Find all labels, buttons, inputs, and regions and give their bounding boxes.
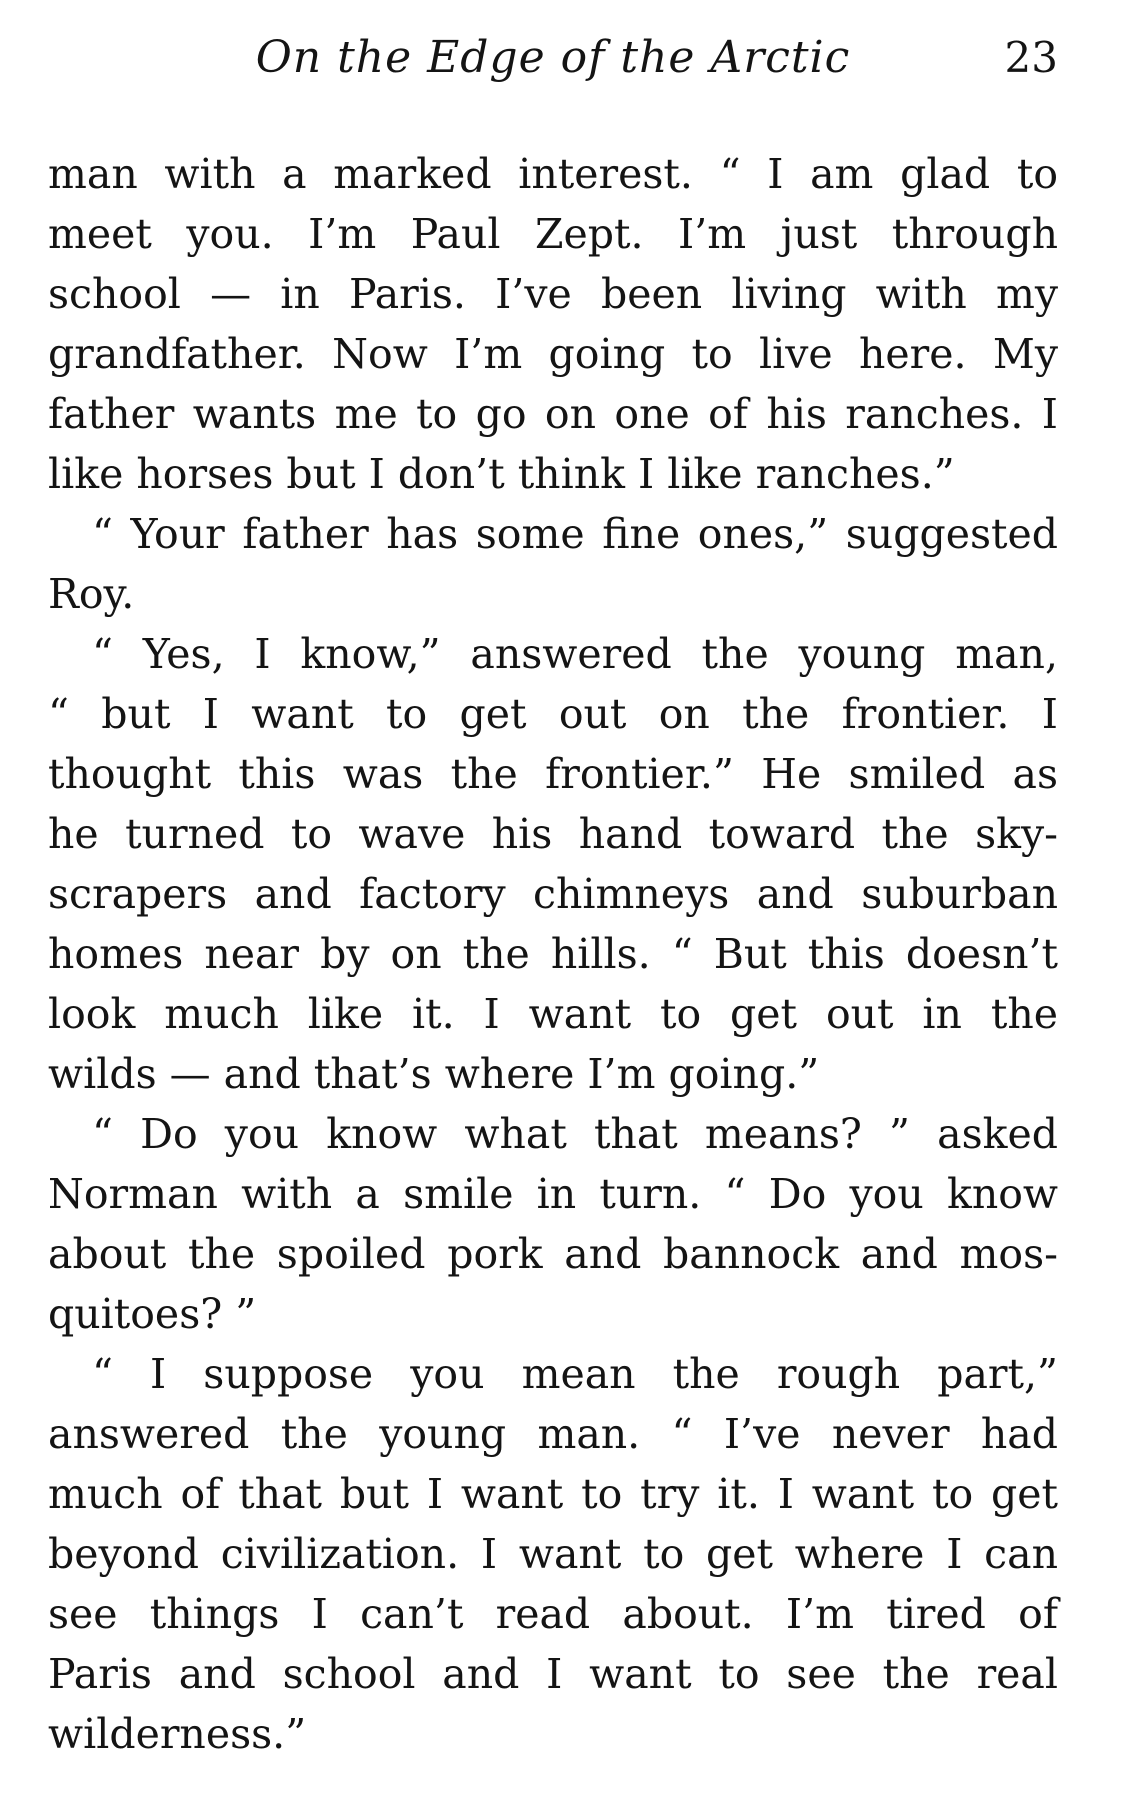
text-line: Paris and school and I want to see the real bbox=[48, 1650, 1058, 1698]
text-line: wilderness.” bbox=[48, 1710, 307, 1758]
text-line: like horses but I don’t think I like ranches.” bbox=[48, 450, 955, 498]
text-line: “ Your father has some fine ones,” suggested bbox=[92, 510, 1058, 558]
text-line: see things I can’t read about. I’m tired of bbox=[48, 1590, 1058, 1638]
text-line: “ I suppose you mean the rough part,” bbox=[92, 1350, 1058, 1398]
text-line: scrapers and factory chimneys and suburban bbox=[48, 870, 1058, 918]
page-number: 23 bbox=[1004, 33, 1058, 82]
text-line: homes near by on the hills. “ But this doesn’t bbox=[48, 930, 1058, 978]
text-line: school — in Paris. I’ve been living with my bbox=[48, 270, 1058, 318]
text-line: wilds — and that’s where I’m going.” bbox=[48, 1050, 820, 1098]
text-line: man with a marked interest. “ I am glad to bbox=[48, 150, 1058, 198]
text-line: look much like it. I want to get out in the bbox=[48, 990, 1058, 1038]
text-line: “ Do you know what that means? ” asked bbox=[92, 1110, 1058, 1158]
text-line: father wants me to go on one of his ranches. I bbox=[48, 390, 1058, 438]
text-line: he turned to wave his hand toward the sky- bbox=[48, 810, 1058, 858]
running-title: On the Edge of the Arctic bbox=[255, 32, 851, 83]
text-line: quitoes? ” bbox=[48, 1290, 257, 1338]
text-line: “ but I want to get out on the frontier. I bbox=[48, 690, 1058, 738]
text-line: beyond civilization. I want to get where I can bbox=[48, 1530, 1058, 1578]
text-line: Norman with a smile in turn. “ Do you know bbox=[48, 1170, 1058, 1218]
running-head bbox=[48, 28, 1058, 88]
text-line: “ Yes, I know,” answered the young man, bbox=[92, 630, 1058, 678]
text-line: thought this was the frontier.” He smiled as bbox=[48, 750, 1058, 798]
text-line: Roy. bbox=[48, 570, 135, 618]
text-line: about the spoiled pork and bannock and mos- bbox=[48, 1230, 1058, 1278]
text-line: grandfather. Now I’m going to live here. My bbox=[48, 330, 1058, 378]
text-line: much of that but I want to try it. I want to get bbox=[48, 1470, 1058, 1518]
text-line: meet you. I’m Paul Zept. I’m just through bbox=[48, 210, 1058, 258]
text-line: answered the young man. “ I’ve never had bbox=[48, 1410, 1058, 1458]
body-text bbox=[48, 144, 1058, 1764]
